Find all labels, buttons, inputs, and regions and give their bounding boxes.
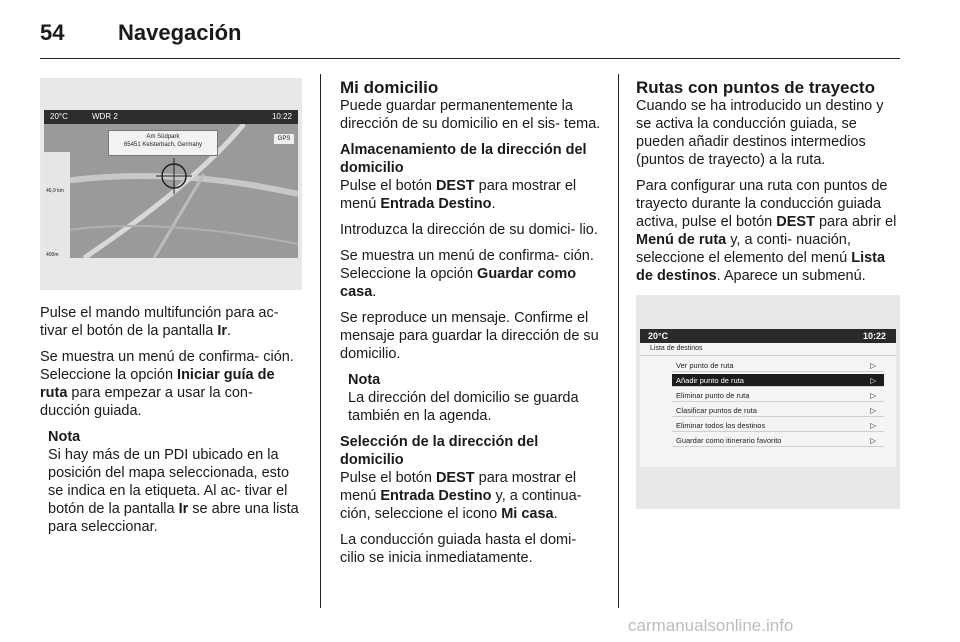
chevron-right-icon: ▷	[870, 391, 876, 400]
note-block: Nota Si hay más de un PDI ubicado en la posición del mapa seleccionada, esto se indica en la etiqueta. Al ac- tivar el botón de la pantalla Ir se abre una lista para seleccionar.	[48, 428, 302, 536]
map-side-panel	[44, 152, 70, 258]
status-bar	[640, 329, 896, 343]
map-screen	[44, 110, 298, 258]
menu-item[interactable]: Guardar como itinerario favorito ▷	[672, 434, 884, 447]
distance-readout: 46,9 km	[46, 188, 64, 194]
paragraph: Puede guardar permanentemente la dirección de su domicilio en el sis- tema.	[340, 98, 601, 132]
temperature: 20°C	[648, 331, 669, 341]
note-title: Nota	[348, 372, 381, 388]
paragraph: Introduzca la dirección de su domici- lio.	[340, 222, 598, 238]
menu-item[interactable]: Clasificar puntos de ruta ▷	[672, 404, 884, 417]
paragraph: Se muestra un menú de confirma- ción. Seleccione la opción Guardar como casa.	[340, 248, 594, 300]
temperature: 20°C	[50, 112, 68, 121]
gps-indicator: GPS	[274, 134, 294, 144]
chevron-right-icon: ▷	[870, 376, 876, 385]
page-header	[40, 18, 900, 59]
note-block: Nota La dirección del domicilio se guarda también en la agenda.	[348, 371, 602, 425]
menu-item[interactable]: Ver punto de ruta ▷	[672, 359, 884, 372]
heading-almacenamiento: Almacenamiento de la dirección del domicilio	[340, 142, 587, 176]
chevron-right-icon: ▷	[870, 421, 876, 430]
route-list-screenshot	[636, 295, 900, 509]
heading-mi-domicilio: Mi domicilio	[340, 78, 439, 97]
map-screenshot	[40, 78, 302, 290]
menu-item[interactable]: Añadir punto de ruta ▷	[672, 374, 884, 387]
page-title: Navegación	[118, 20, 242, 45]
column-1	[40, 78, 302, 544]
watermark: carmanualsonline.info	[628, 616, 794, 635]
note-title: Nota	[48, 429, 81, 445]
paragraph: Para configurar una ruta con puntos de trayecto durante la conducción guiada activa, pulse el botón DEST para abrir el Menú de ruta y, a conti- nuación, seleccione el elemento del menú Lista de destinos. Aparece un submenú.	[636, 178, 897, 284]
map-status-bar	[44, 110, 298, 124]
list-title: Lista de destinos	[640, 343, 896, 356]
address-label[interactable]: Am Südpark 65451 Kelsterbach, Germany	[108, 130, 218, 156]
map-scale: 400m	[46, 252, 59, 258]
column-3	[636, 78, 900, 509]
heading-rutas: Rutas con puntos de trayecto	[636, 78, 875, 97]
route-list-body	[640, 343, 896, 467]
chevron-right-icon: ▷	[870, 361, 876, 370]
clock: 10:22	[271, 112, 292, 121]
paragraph: La conducción guiada hasta el domi- cilio se inicia inmediatamente.	[340, 532, 577, 566]
column-divider	[320, 74, 321, 608]
paragraph: Cuando se ha introducido un destino y se activa la conducción guiada, se pueden añadir destinos intermedios (puntos de trayecto) a la ruta.	[636, 98, 884, 168]
paragraph: Se muestra un menú de confirma- ción. Seleccione la opción Iniciar guía de ruta para empezar a usar la con- ducción guiada.	[40, 349, 294, 419]
heading-seleccion: Selección de la dirección del domicilio	[340, 434, 539, 468]
paragraph: Pulse el mando multifunción para ac- tivar el botón de la pantalla Ir.	[40, 305, 279, 339]
radio-station: WDR 2	[92, 112, 118, 121]
page-number: 54	[40, 20, 65, 45]
paragraph: Se reproduce un mensaje. Confirme el mensaje para guardar la dirección de su domicilio.	[340, 310, 599, 362]
menu-item[interactable]: Eliminar todos los destinos ▷	[672, 419, 884, 432]
paragraph: Pulse el botón DEST para mostrar el menú Entrada Destino y, a continua- ción, seleccione el icono Mi casa.	[340, 470, 582, 522]
chevron-right-icon: ▷	[870, 406, 876, 415]
paragraph: Pulse el botón DEST para mostrar el menú Entrada Destino.	[340, 178, 577, 212]
route-list-screen	[640, 329, 896, 467]
map-view	[44, 124, 298, 258]
clock: 10:22	[862, 331, 886, 341]
chevron-right-icon: ▷	[870, 436, 876, 445]
column-2	[340, 78, 602, 575]
menu-item[interactable]: Eliminar punto de ruta ▷	[672, 389, 884, 402]
column-divider	[618, 74, 619, 608]
